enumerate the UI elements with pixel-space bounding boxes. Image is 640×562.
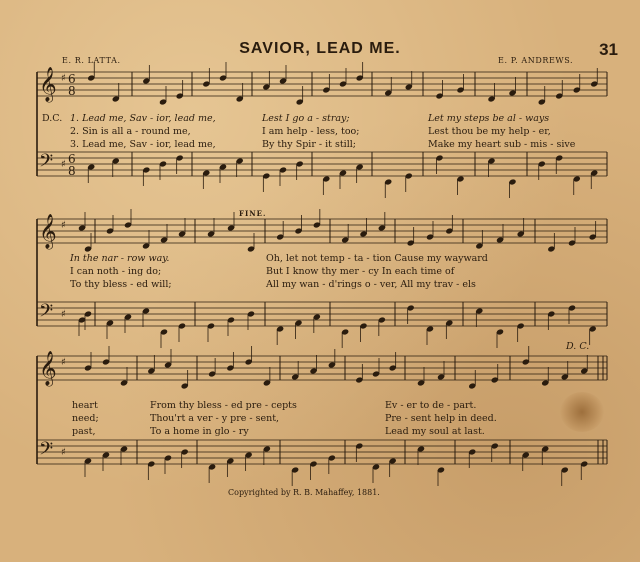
system-2-bass-key-sharp-icon: ♯ — [61, 309, 66, 320]
copyright-line: Copyrighted by R. B. Mahaffey, 1881. — [228, 488, 380, 497]
lyric-s3-v3-a: past, — [72, 426, 96, 437]
time-signature-top: 6 — [68, 72, 76, 86]
lyric-s1-v3-c: Make my heart sub - mis - sive — [428, 139, 576, 150]
lyric-s3-v1-a: heart — [72, 400, 98, 411]
lyric-s3-v2-b: Thou'rt a ver - y pre - sent, — [150, 413, 280, 424]
system-1-bass-key-sharp-icon: ♯ — [61, 159, 66, 170]
system-3-bass-key-sharp-icon: ♯ — [61, 447, 66, 458]
lyric-s1-v2-a: 2. Sin is all a - round me, — [70, 126, 191, 137]
system-3-bass-clef-icon: 𝄢 — [39, 439, 54, 464]
lyric-s2-v2-b: But I know thy mer - cy In each time of — [266, 266, 455, 277]
time-signature-bottom: 8 — [68, 84, 76, 98]
system-3-key-sharp-icon: ♯ — [61, 357, 66, 368]
paper-stain — [560, 392, 604, 432]
lyric-s1-v1-a: 1. Lead me, Sav - ior, lead me, — [70, 113, 216, 124]
bass-time-signature-top: 6 — [68, 152, 76, 166]
lyric-s1-v2-c: Lest thou be my help - er, — [428, 126, 551, 137]
system-1-treble-clef-icon: 𝄞 — [39, 67, 57, 102]
hymn-title: SAVIOR, LEAD ME. — [239, 40, 401, 57]
bass-time-signature-bottom: 8 — [68, 164, 76, 178]
lyric-s2-v3-a: To thy bless - ed will; — [70, 279, 172, 290]
fine-marker: FINE. — [239, 209, 267, 218]
lyric-s3-v2-c: Pre - sent help in deed. — [385, 413, 497, 424]
lyric-s3-v1-b: From thy bless - ed pre - cepts — [150, 400, 297, 411]
lyric-s3-v3-c: Lead my soul at last. — [385, 426, 485, 437]
lyric-s2-v1-b: Oh, let not temp - ta - tion Cause my wayward — [266, 253, 488, 264]
lyric-s2-v2-a: I can noth - ing do; — [70, 266, 162, 277]
composer-credit: E. P. ANDREWS. — [498, 56, 574, 65]
lyric-s1-v3-a: 3. Lead me, Sav - ior, lead me, — [70, 139, 216, 150]
dc-marker: D. C. — [566, 341, 590, 352]
lyricist-credit: E. R. LATTA. — [62, 56, 121, 65]
lyric-s2-v3-b: All my wan - d'rings o - ver, All my trav - els — [266, 279, 476, 290]
lyric-s2-v1-a: In the nar - row way. — [70, 253, 170, 264]
page-number: 31 — [599, 40, 618, 59]
system-2-treble-clef-icon: 𝄞 — [39, 214, 57, 249]
lyric-s1-v2-b: I am help - less, too; — [262, 126, 360, 137]
lyric-s3-v1-c: Ev - er to de - part. — [385, 400, 477, 411]
system-3-treble-clef-icon: 𝄞 — [39, 351, 57, 386]
lyric-s3-v2-a: need; — [72, 413, 99, 424]
lyric-s1-v1-c: Let my steps be al - ways — [428, 113, 550, 124]
system-2-key-sharp-icon: ♯ — [61, 220, 66, 231]
system-1-key-sharp-icon: ♯ — [61, 73, 66, 84]
lyric-s1-v3-b: By thy Spir - it still; — [262, 139, 356, 150]
lyric-s3-v3-b: To a home in glo - ry — [150, 426, 249, 437]
system-1-bass-clef-icon: 𝄢 — [39, 151, 54, 176]
dc-prefix: D.C. — [42, 113, 63, 124]
lyric-s1-v1-b: Lest I go a - stray; — [262, 113, 350, 124]
system-2-bass-clef-icon: 𝄢 — [39, 301, 54, 326]
